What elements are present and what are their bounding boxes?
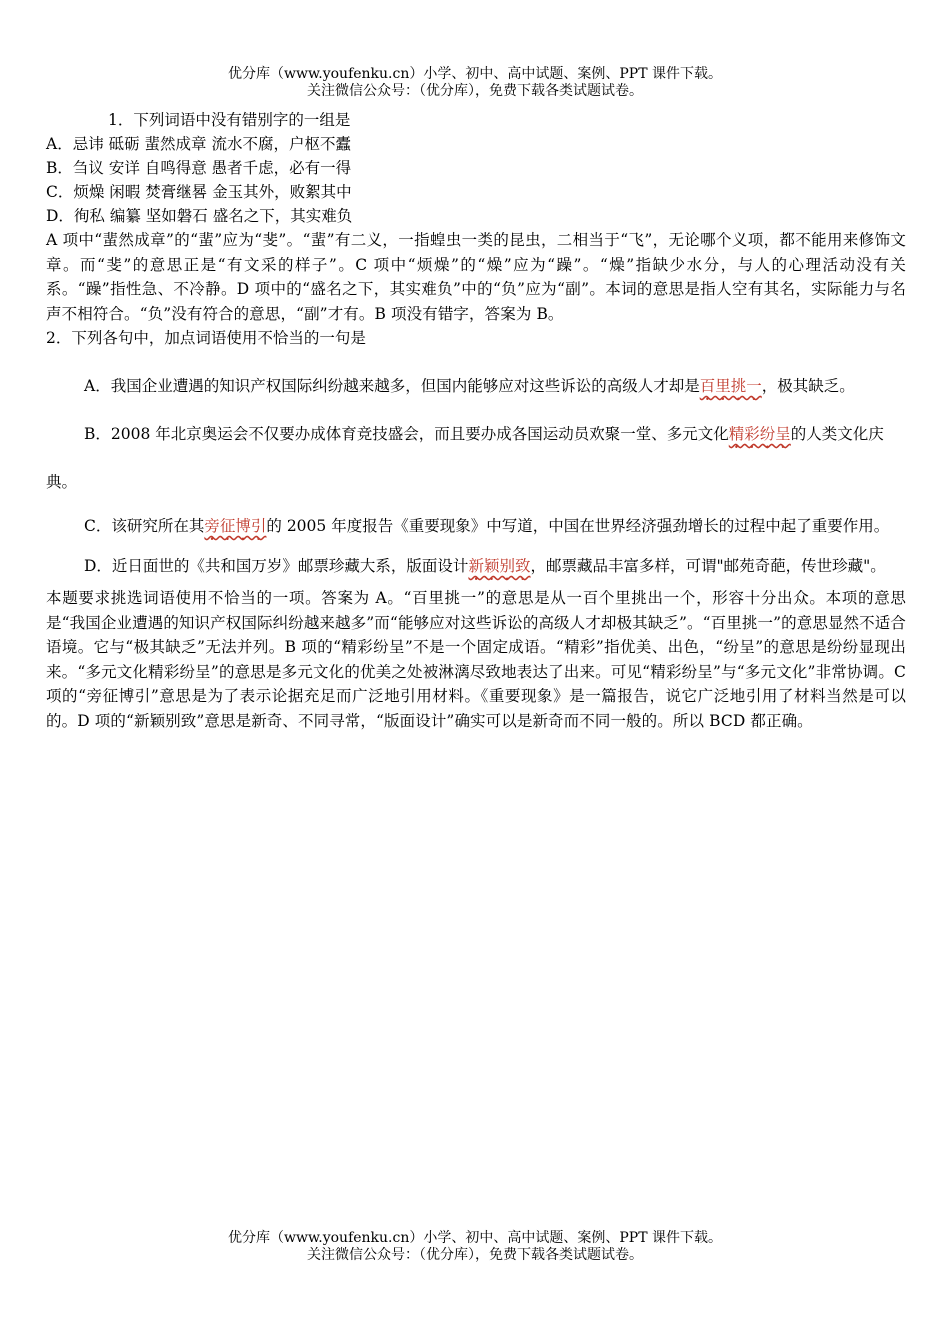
q2-option-a-term: 百里挑一 — [699, 377, 762, 395]
page-header — [0, 66, 950, 100]
header-line-1: 优分库（www.youfenku.cn）小学、初中、高中试题、案例、PPT 课件下载。 — [227, 66, 722, 82]
header-line-2: 关注微信公众号：（优分库），免费下载各类试题试卷。 — [307, 83, 643, 99]
q2-option-a-text: A．我国企业遭遇的知识产权国际纠纷越来越多，但国内能够应对这些诉讼的高级人才却是 — [84, 377, 700, 395]
footer-line-1: 优分库（www.youfenku.cn）小学、初中、高中试题、案例、PPT 课件下载。 — [227, 1230, 722, 1246]
document-body — [46, 108, 906, 733]
q2-option-a — [46, 362, 906, 410]
q2-option-d — [46, 546, 906, 586]
q2-option-d-term: 新颖别致 — [468, 557, 531, 575]
q2-option-c — [46, 506, 906, 546]
page-footer — [0, 1230, 950, 1264]
q1-option-b: B．刍议 安详 自鸣得意 愚者千虑，必有一得 — [46, 159, 352, 177]
q2-option-c-tail: 的 2005 年度报告《重要现象》中写道，中国在世界经济强劲增长的过程中起了重要作用。 — [266, 517, 890, 535]
q1-analysis: A 项中“蜚然成章”的“蜚”应为“斐”。“蜚”有二义，一指蝗虫一类的昆虫，二相当于“飞”，无论哪个义项，都不能用来修饰文章。而“斐”的意思正是“有文采的样子”。C 项中“烦燥”的“燥”应为“躁”。“燥”指缺少水分，与人的心理活动没有关系。“躁”指性急、不冷静。D 项中的“盛名之下，其实难负”中的“负”应为“副”。本词的意思是指人空有其名，实际能力与名声不相符合。“负”没有符合的意思，“副”才有。B 项没有错字，答案为 B。 — [46, 231, 906, 323]
q2-option-c-text: C．该研究所在其 — [84, 517, 205, 535]
q2-option-a-tail: ，极其缺乏。 — [761, 377, 855, 395]
q2-stem: 2．下列各句中，加点词语使用不恰当的一句是 — [46, 329, 366, 347]
q1-option-a: A．忌讳 砥砺 蜚然成章 流水不腐，户枢不蠹 — [46, 135, 351, 153]
q2-option-b-text: B．2008 年北京奥运会不仅要办成体育竞技盛会，而且要办成各国运动员欢聚一堂、多元文化 — [84, 425, 729, 443]
q2-option-b-tail: 的人类文化庆典。 — [46, 425, 884, 491]
footer-line-2: 关注微信公众号：（优分库），免费下载各类试题试卷。 — [307, 1247, 643, 1263]
q2-option-b-term: 精彩纷呈 — [728, 425, 791, 443]
q2-analysis: 本题要求挑选词语使用不恰当的一项。答案为 A。“百里挑一”的意思是从一百个里挑出一个，形容十分出众。本项的意思是“我国企业遭遇的知识产权国际纠纷越来越多”而“能够应对这些诉讼的高级人才却极其缺乏”。“百里挑一”的意思显然不适合语境。它与“极其缺乏”无法并列。B 项的“精彩纷呈”不是一个固定成语。“精彩”指优美、出色，“纷呈”的意思是纷纷显现出来。“多元文化精彩纷呈”的意思是多元文化的优美之处被淋漓尽致地表达了出来。可见“精彩纷呈”与“多元文化”非常协调。C 项的“旁征博引”意思是为了表示论据充足而广泛地引用材料。《重要现象》是一篇报告，说它广泛地引用了材料当然是可以的。D 项的“新颖别致”意思是新奇、不同寻常，“版面设计”确实可以是新奇而不同一般的。所以 BCD 都正确。 — [46, 589, 906, 730]
q1-option-d: D．徇私 编纂 坚如磐石 盛名之下，其实难负 — [46, 207, 353, 225]
q2-option-c-term: 旁征博引 — [204, 517, 267, 535]
q1-stem: 1．下列词语中没有错别字的一组是 — [108, 111, 351, 129]
q2-option-d-text: D．近日面世的《共和国万岁》邮票珍藏大系，版面设计 — [84, 557, 469, 575]
q1-option-c: C．烦燥 闲暇 焚膏继晷 金玉其外，败絮其中 — [46, 183, 352, 201]
q2-option-d-tail: ，邮票藏品丰富多样，可谓"邮苑奇葩，传世珍藏"。 — [530, 557, 886, 575]
q2-option-b — [46, 410, 906, 506]
